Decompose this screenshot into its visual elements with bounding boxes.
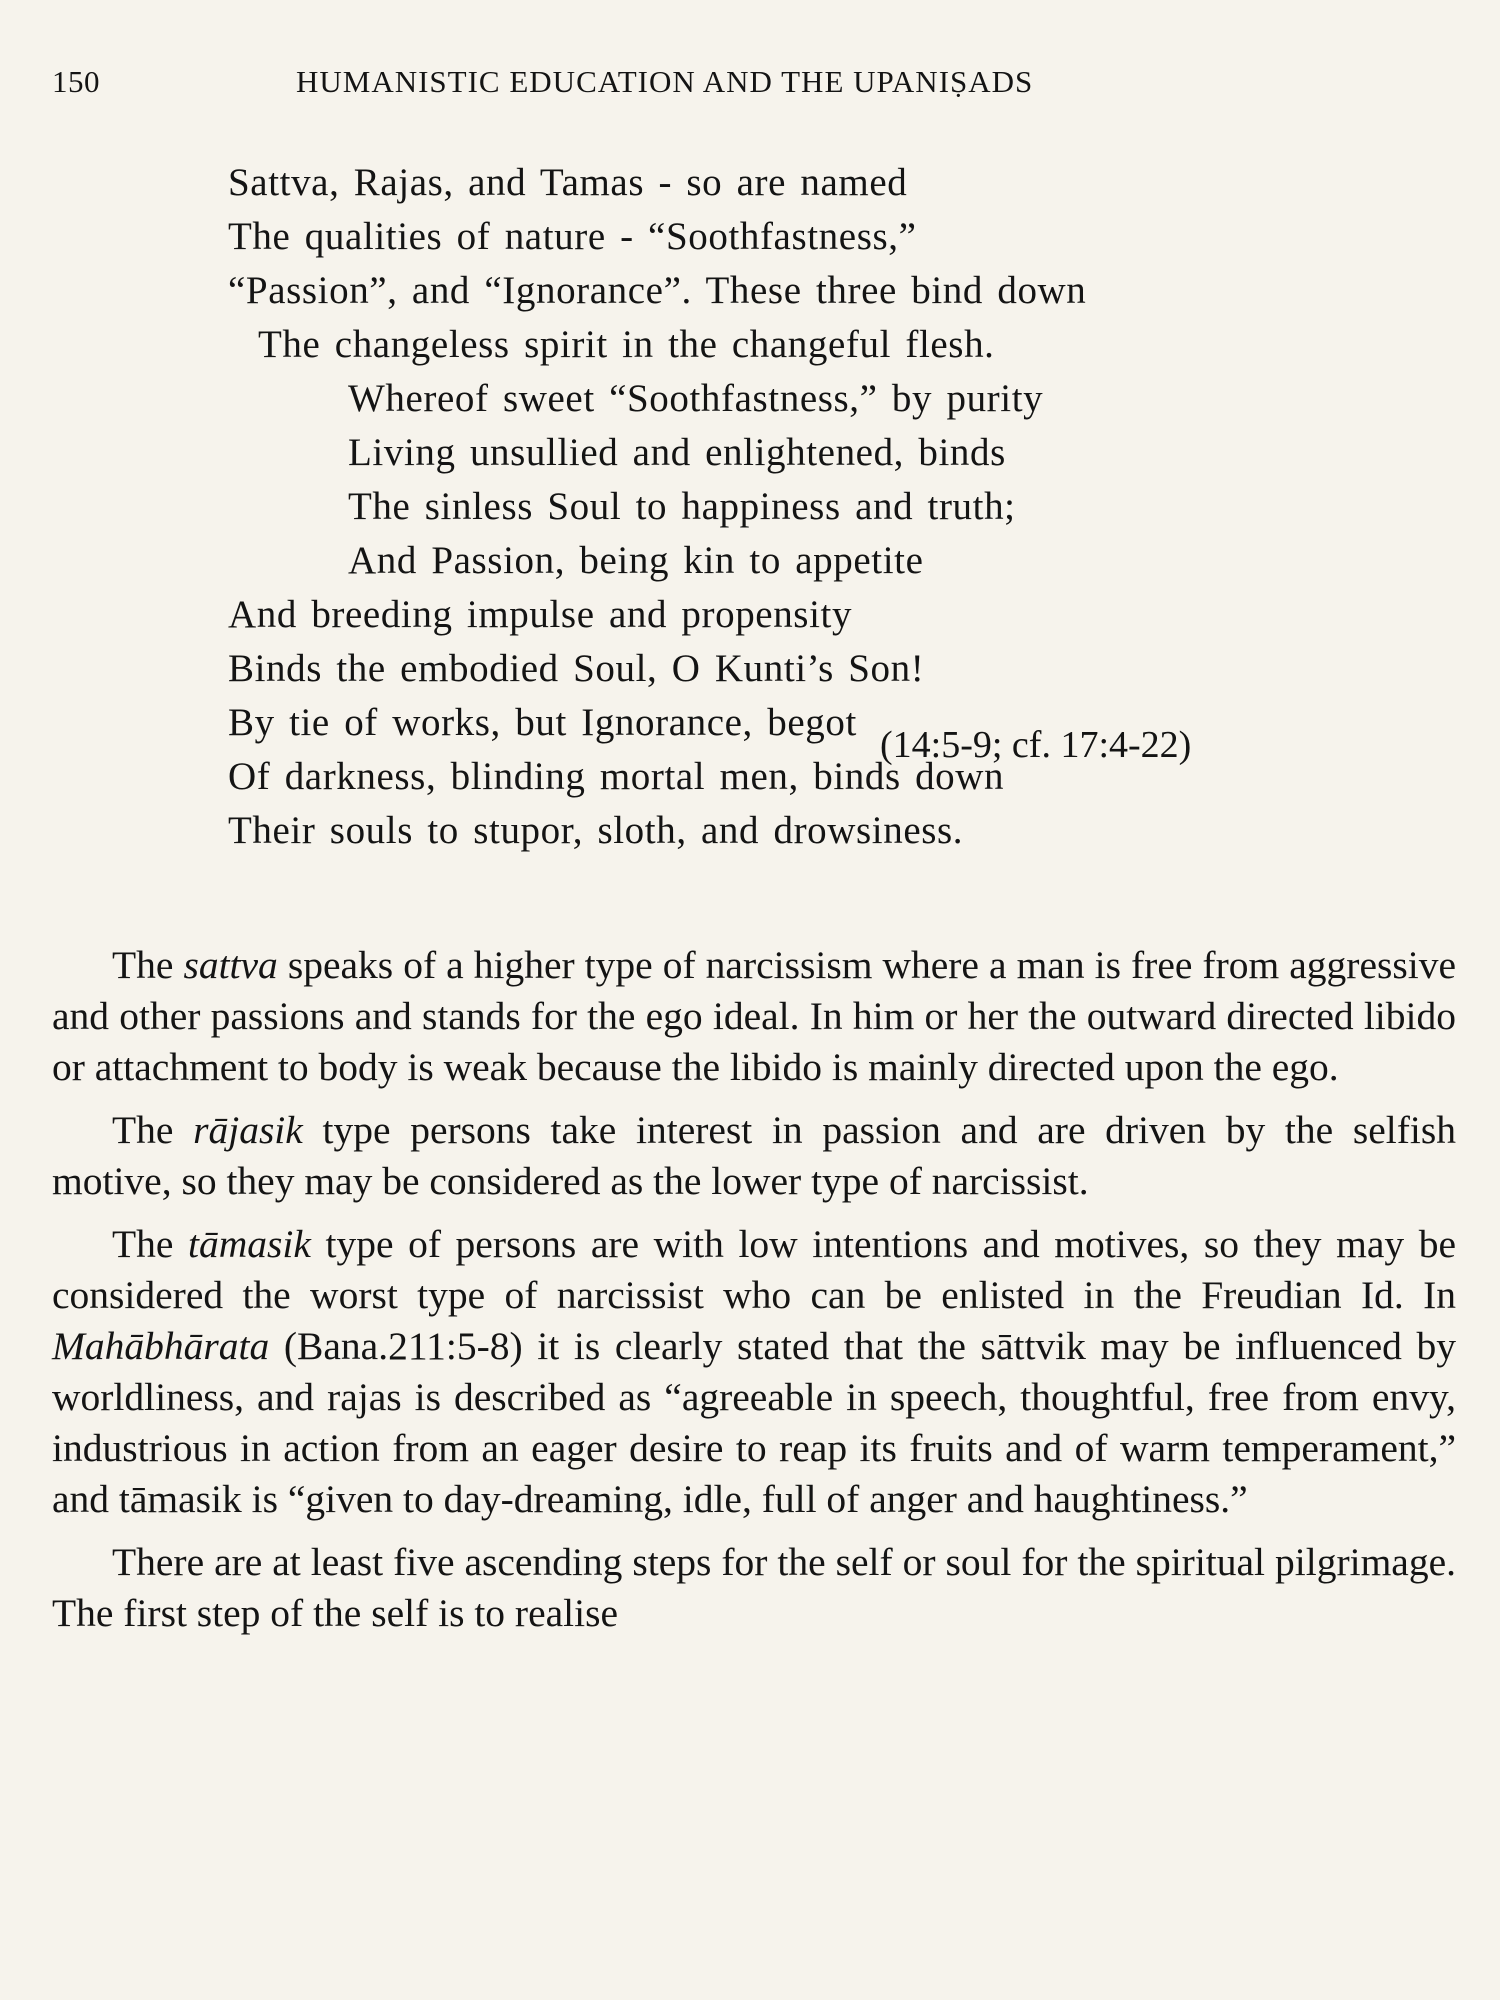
p1-lead: The <box>112 943 184 987</box>
verse-line-6: Living unsullied and enlightened, binds <box>348 431 1006 474</box>
page-number: 150 <box>52 64 100 99</box>
verse-line-11: By tie of works, but Ignorance, begot <box>228 701 857 744</box>
verse-line-8: And Passion, being kin to appetite <box>348 539 924 582</box>
verse-line-5: Whereof sweet “Soothfastness,” by purity <box>348 377 1044 420</box>
p3-body: type of persons are with low intentions and motives, so they may be considered the worst type of narcissist who can be enlisted in the Freudian Id. In <box>52 1222 1456 1317</box>
paragraph-sattva <box>52 940 1456 1093</box>
body-text <box>52 940 1456 1651</box>
verse-line-1: Sattva, Rajas, and Tamas - so are named <box>228 161 908 204</box>
verse-citation: (14:5-9; cf. 17:4-22) <box>880 724 1192 766</box>
verse-line-10: Binds the embodied Soul, O Kunti’s Son! <box>228 647 925 690</box>
verse-line-13: Their souls to stupor, sloth, and drowsiness. <box>228 809 964 852</box>
verse-line-12: Of darkness, blinding mortal men, binds down <box>228 755 1005 798</box>
term-sattva: sattva <box>183 943 278 987</box>
verse-line-3: “Passion”, and “Ignorance”. These three bind down <box>228 269 1087 312</box>
paragraph-five-steps: There are at least five ascending steps for the self or soul for the spiritual pilgrimage. The first step of the self is to realise <box>52 1540 1456 1635</box>
p2-body: type persons take interest in passion and are driven by the selfish motive, so they may be considered as the lower type of narcissist. <box>52 1108 1456 1203</box>
p3-lead: The <box>112 1222 188 1266</box>
work-mahabharata: Mahābhārata <box>52 1324 270 1368</box>
verse-line-2: The qualities of nature - “Soothfastness,” <box>228 215 917 258</box>
paragraph-tamasik <box>52 1219 1456 1525</box>
verse-line-7: The sinless Soul to happiness and truth; <box>348 485 1016 528</box>
running-head: HUMANISTIC EDUCATION AND THE UPANIṢADS <box>296 64 1034 99</box>
term-rajasik: rājasik <box>193 1108 303 1152</box>
p3-tail: (Bana.211:5-8) it is clearly stated that the sāttvik may be influenced by worldliness, and rajas is described as “agreeable in speech, thoughtful, free from envy, industrious in action from an eager desire to reap its fruits and of warm temperament,” and tāmasik is “given to day-dreaming, idle, full of anger and haughtiness.” <box>52 1324 1456 1521</box>
paragraph-rajasik <box>52 1105 1456 1207</box>
verse-line-9: And breeding impulse and propensity <box>228 593 853 636</box>
p2-lead: The <box>112 1108 194 1152</box>
verse-line-4: The changeless spirit in the changeful flesh. <box>258 323 995 366</box>
p1-body: speaks of a higher type of narcissism where a man is free from aggressive and other passions and stands for the ego ideal. In him or her the outward directed libido or attachment to body is weak because the libido is mainly directed upon the ego. <box>52 943 1456 1089</box>
term-tamasik: tāmasik <box>188 1222 311 1266</box>
